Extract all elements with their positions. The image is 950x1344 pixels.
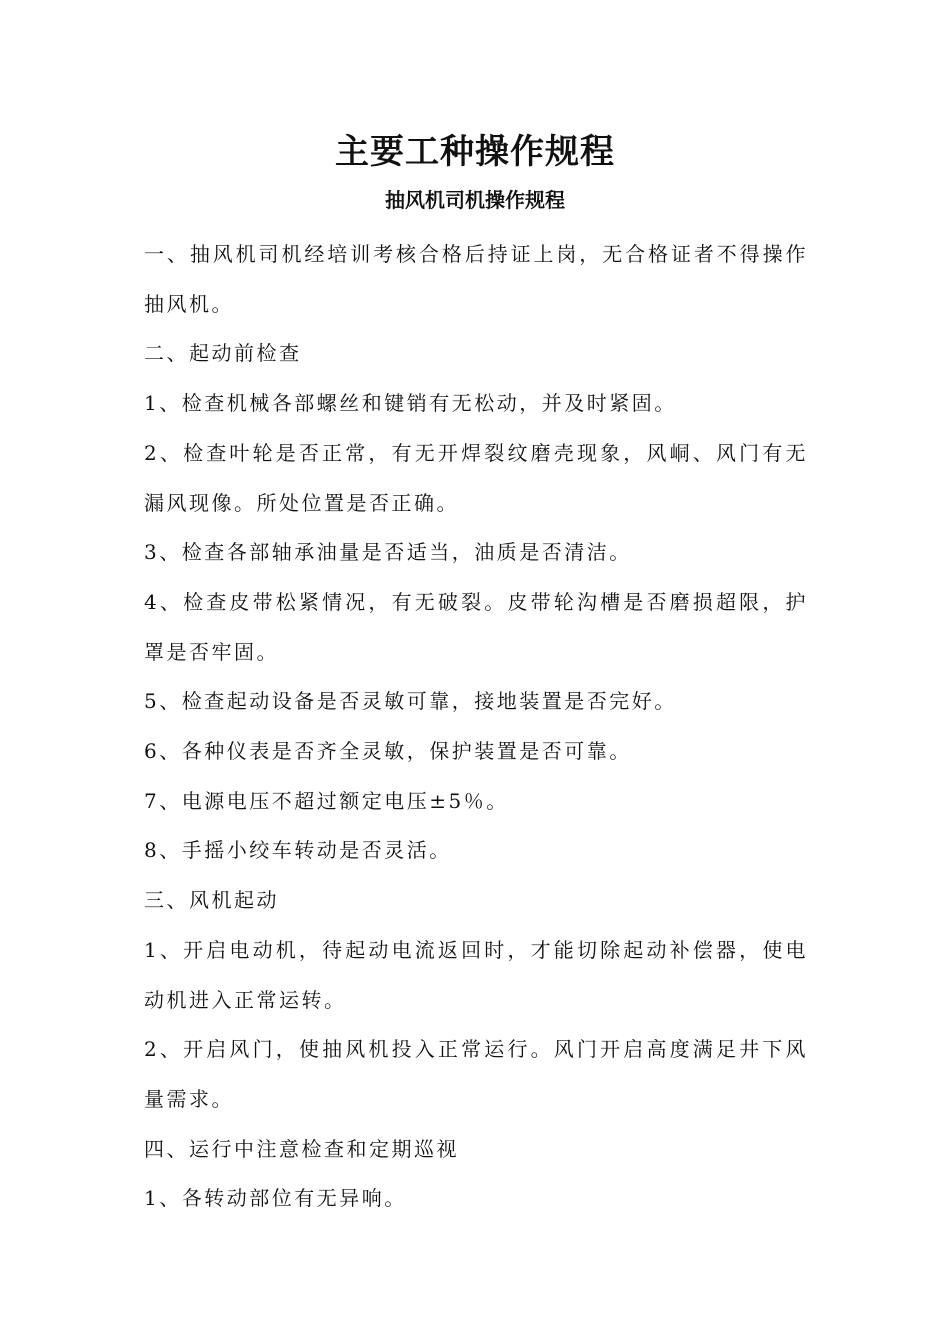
paragraph: 1、各转动部位有无异响。 [144,1186,407,1211]
section-heading: 二、起动前检查 [144,341,302,366]
document-subtitle: 抽风机司机操作规程 [385,188,565,212]
section-heading: 三、风机起动 [144,888,279,913]
paragraph: 5、检查起动设备是否灵敏可靠，接地装置是否完好。 [144,689,677,714]
section-heading: 四、运行中注意检查和定期巡视 [144,1136,459,1161]
paragraph: 7、电源电压不超过额定电压±5％。 [144,788,509,813]
paragraph: 1、检查机械各部螺丝和键销有无松动，并及时紧固。 [144,391,677,416]
paragraph: 3、检查各部轴承油量是否适当，油质是否清洁。 [144,540,632,565]
paragraph: 2、检查叶轮是否正常，有无开焊裂纹磨壳现象，风峒、风门有无漏风现像。所处位置是否正确。 [144,440,808,515]
paragraph: 8、手摇小绞车转动是否灵活。 [144,838,452,863]
document-title: 主要工种操作规程 [335,132,615,172]
paragraph: 一、抽风机司机经培训考核合格后持证上岗，无合格证者不得操作抽风机。 [144,242,808,316]
paragraph: 4、检查皮带松紧情况，有无破裂。皮带轮沟槽是否磨损超限，护罩是否牢固。 [144,589,808,664]
paragraph: 1、开启电动机，待起动电流返回时，才能切除起动补偿器，使电动机进入正常运转。 [144,937,808,1012]
paragraph: 6、各种仪表是否齐全灵敏，保护装置是否可靠。 [144,739,632,764]
paragraph: 2、开启风门，使抽风机投入正常运行。风门开启高度满足井下风量需求。 [144,1037,808,1111]
document-body [144,230,808,1224]
